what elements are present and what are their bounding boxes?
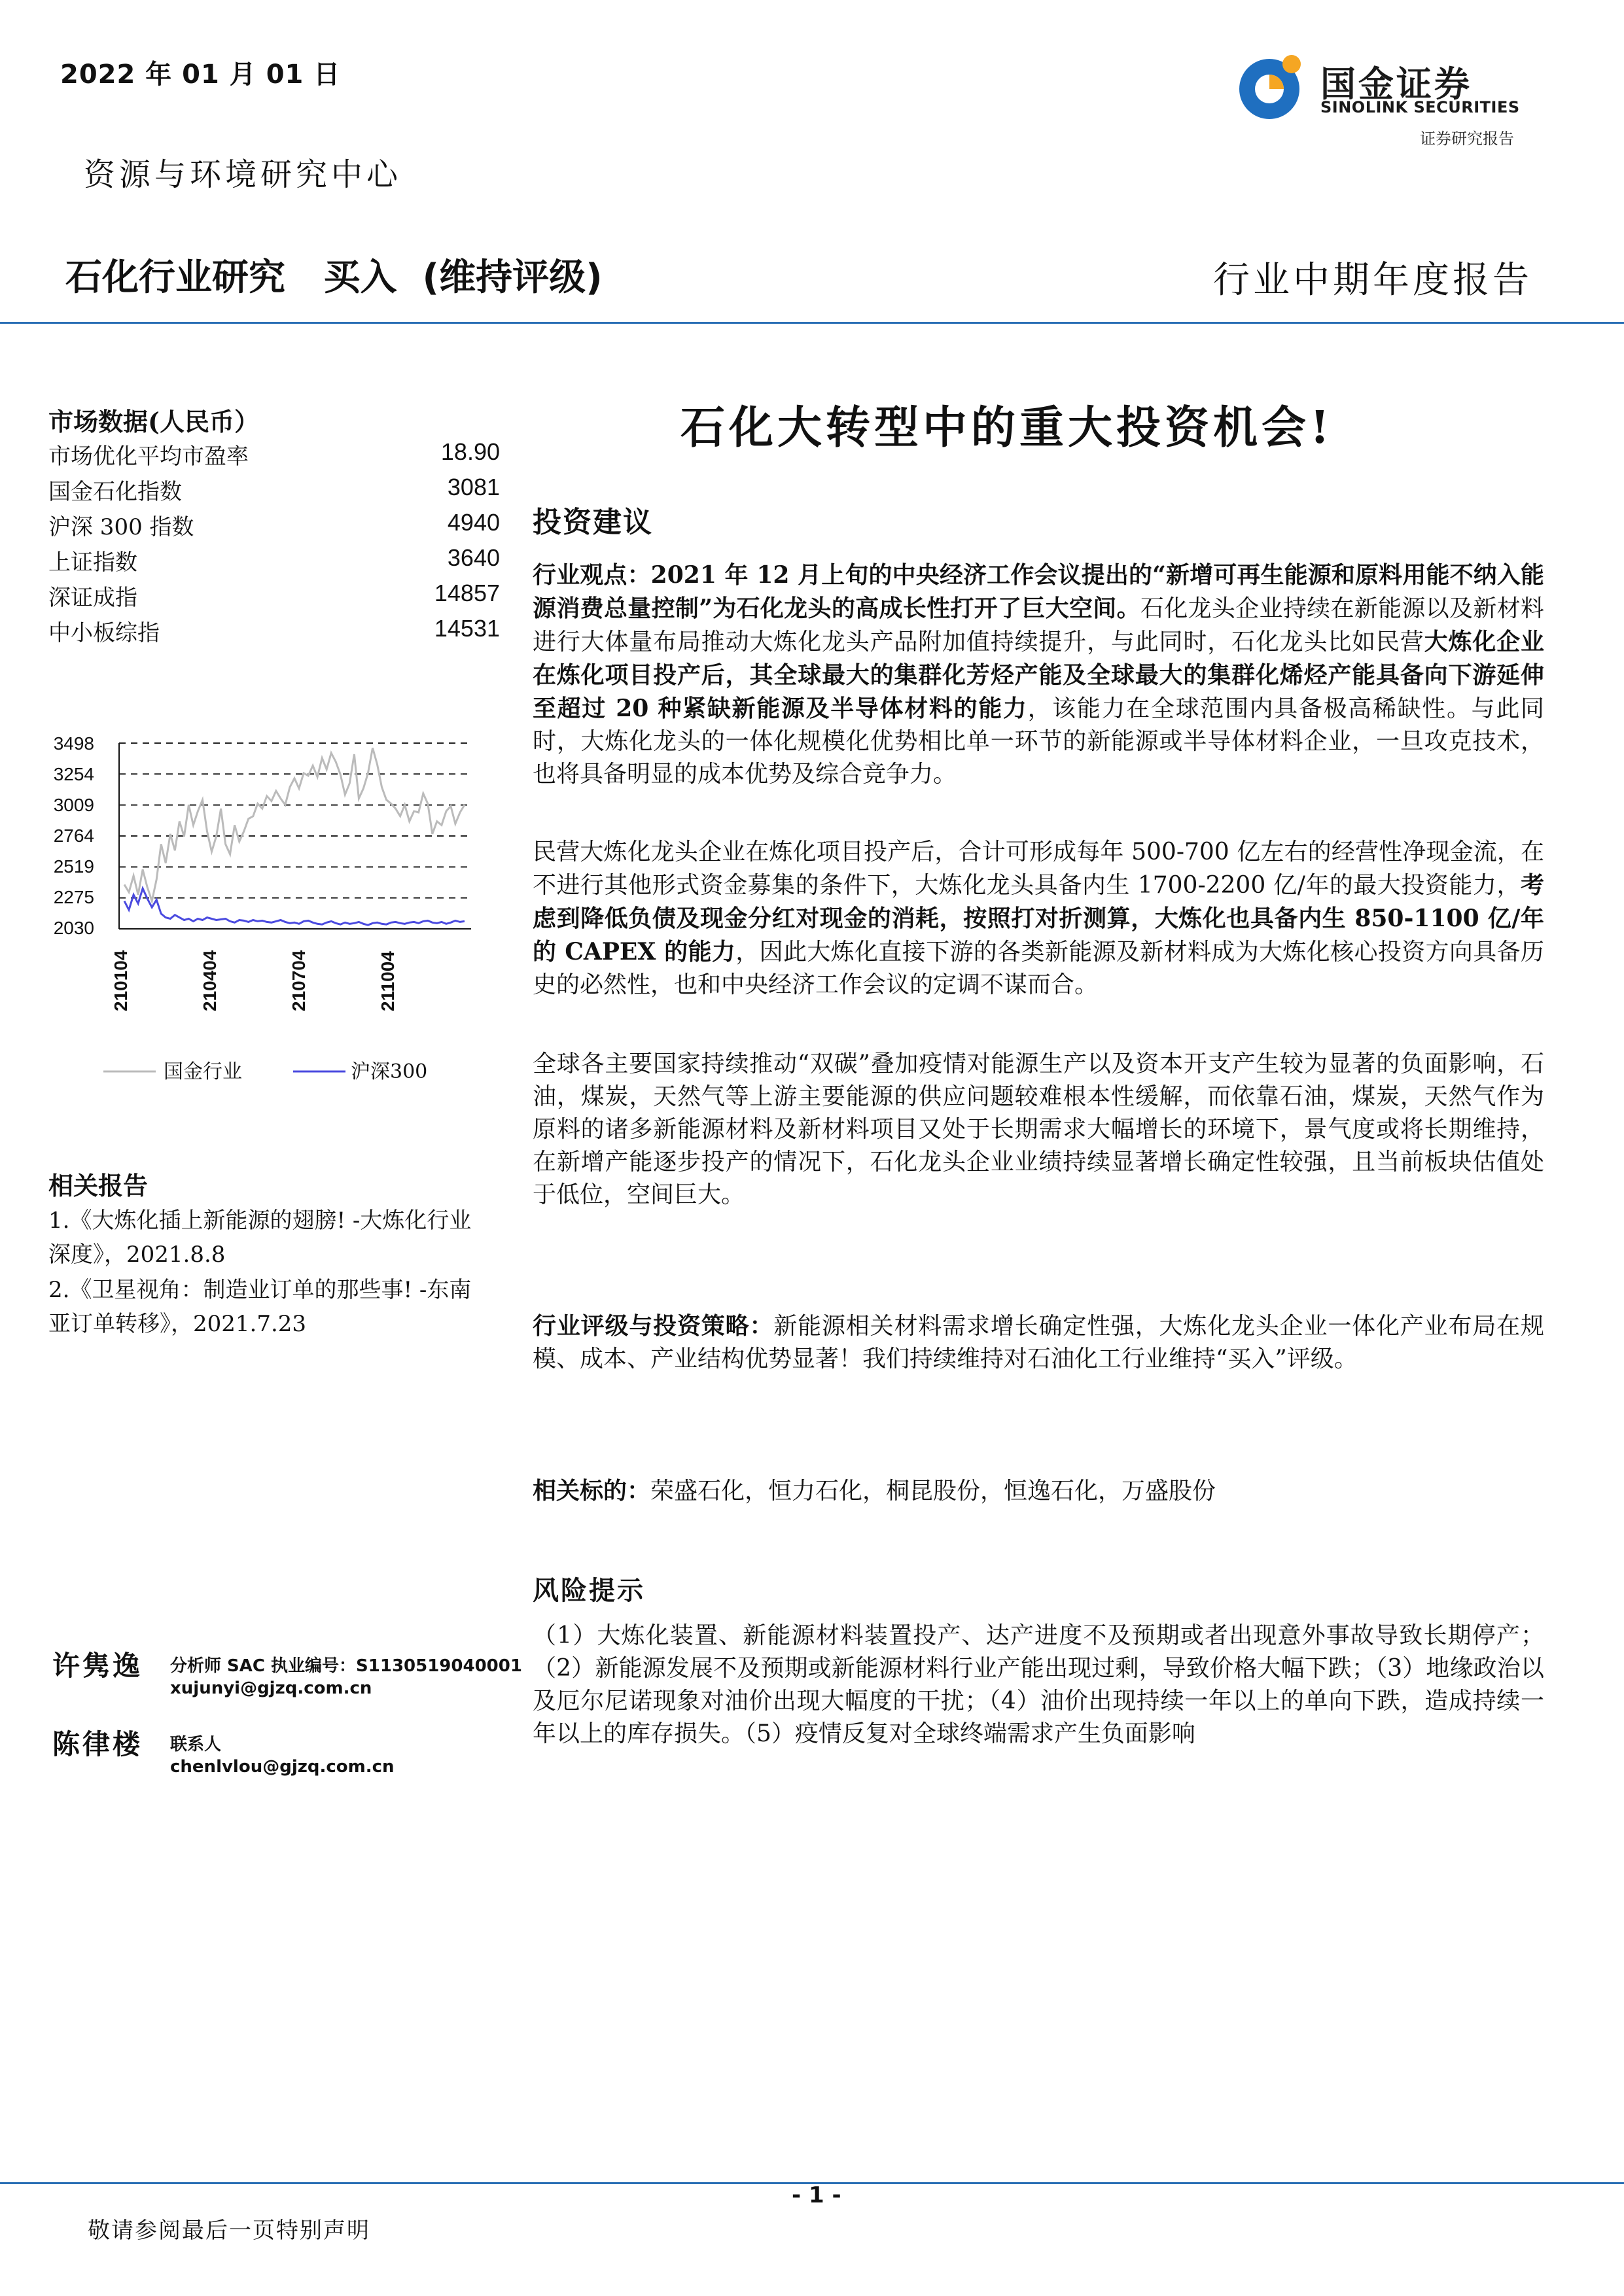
report-date: 2022 年 01 月 01 日 xyxy=(60,60,341,90)
related-reports-title: 相关报告 xyxy=(48,1171,149,1200)
y-tick-label: 2764 xyxy=(53,826,94,846)
y-tick-label: 3009 xyxy=(53,795,94,815)
rating: 买入 xyxy=(323,256,397,299)
market-data-row: 中小板综指 14531 xyxy=(48,615,500,646)
report-category: 证券研究报告 xyxy=(1420,130,1514,148)
page-number: - 1 - xyxy=(792,2182,841,2208)
analyst-role: 分析师 SAC 执业编号：S1130519040001 xyxy=(170,1656,522,1676)
analyst-info xyxy=(170,1655,522,1699)
paragraph-global-context: 全球各主要国家持续推动“双碳”叠加疫情对能源生产以及资本开支产生较为显著的负面影响，石油，煤炭，天然气等上游主要能源的供应问题较难根本性缓解，而依靠石油，煤炭，天然气作为原料的诸多新能源材料及新材料项目又处于长期需求大幅增长的环境下，景气度或将长期维持，在新增产能逐步投产的情况下，石化龙头企业业绩持续显著增长确定性较强，且当前板块估值处于低位，空间巨大。 xyxy=(533,1051,1544,1208)
paragraph-rating-strategy: 行业评级与投资策略：新能源相关材料需求增长确定性强，大炼化龙头企业一体化产业布局在规模、成本、产业结构优势显著！我们持续维持对石油化工行业维持“买入”评级。 xyxy=(533,1312,1544,1372)
paragraph-risk: （1）大炼化装置、新能源材料装置投产、达产进度不及预期或者出现意外事故导致长期停产；（2）新能源发展不及预期或新能源材料行业产能出现过剩，导致价格大幅下跌；（3）地缘政治以及厄尔尼诺现象对油价出现大幅度的干扰；（4）油价出现持续一年以上的单向下跌，造成持续一年以上的库存损失。（5）疫情反复对全球终端需求产生负面影响 xyxy=(533,1622,1544,1747)
contact-role: 联系人 xyxy=(170,1735,222,1754)
rating-note: (维持评级) xyxy=(422,256,603,299)
related-report-item[interactable]: 1.《大炼化插上新能源的翅膀! -大炼化行业 深度》，2021.8.8 xyxy=(48,1208,472,1268)
related-report-item[interactable]: 2.《卫星视角：制造业订单的那些事! -东南 亚订单转移》，2021.7.23 xyxy=(48,1277,472,1337)
logo-english-name: SINOLINK SECURITIES xyxy=(1320,98,1520,116)
research-center: 资源与环境研究中心 xyxy=(84,156,402,193)
market-data-row: 沪深 300 指数 4940 xyxy=(48,509,500,540)
x-tick-label: 210404 xyxy=(200,950,220,1011)
legend-label: 国金行业 xyxy=(164,1060,242,1083)
y-tick-label: 3254 xyxy=(53,764,94,784)
y-axis-labels xyxy=(54,733,94,938)
legend-label: 沪深300 xyxy=(351,1060,428,1083)
company-logo xyxy=(1235,51,1543,124)
market-data-row: 上证指数 3640 xyxy=(48,544,500,576)
contact-info xyxy=(170,1733,395,1778)
y-tick-label: 2519 xyxy=(53,856,94,877)
paragraph-related-targets: 相关标的：荣盛石化，恒力石化，桐昆股份，恒逸石化，万盛股份 xyxy=(533,1477,1216,1505)
market-data-row: 市场优化平均市盈率 18.90 xyxy=(48,438,500,470)
investment-advice-title: 投资建议 xyxy=(533,506,653,539)
logo-name: 国金证券 xyxy=(1320,63,1472,105)
report-title: 石化大转型中的重大投资机会! xyxy=(680,402,1333,454)
paragraph-industry-view: 行业观点：2021 年 12 月上旬的中央经济工作会议提出的“新增可再生能源和原料用能不纳入能源消费总量控制”为石化龙头的高成长性打开了巨大空间。石化龙头企业持续在新能源以及新材料进行大体量布局推动大炼化龙头产品附加值持续提升，与此同时，石化龙头比如民营大炼化企业在炼化项目投产后，其全球最大的集群化芳烃产能及全球最大的集群化烯烃产能具备向下游延伸至超过 20 种紧缺新能源及半导体材料的能力，该能力在全球范围内具备极高稀缺性。与此同时，大炼化龙头的一体化规模化优势相比单一环节的新能源或半导体材料企业，一旦攻克技术，也将具备明显的成本优势及综合竞争力。 xyxy=(533,561,1544,788)
y-tick-label: 2030 xyxy=(53,918,94,938)
paragraph-cashflow: 民营大炼化龙头企业在炼化项目投产后，合计可形成每年 500-700 亿左右的经营性净现金流，在不进行其他形式资金募集的条件下，大炼化龙头具备内生 1700-2200 亿/年的最大投资能力，考虑到降低负债及现金分红对现金的消耗，按照打对折测算，大炼化也具备内生 850-1100 亿/年的 CAPEX 的能力，因此大炼化直接下游的各类新能源及新材料成为大炼化核心投资方向具备历史的必然性，也和中央经济工作会议的定调不谋而合。 xyxy=(533,839,1544,998)
x-tick-label: 211004 xyxy=(378,951,398,1011)
market-data-title: 市场数据(人民币） xyxy=(48,407,259,436)
y-tick-label: 2275 xyxy=(53,887,94,907)
analyst-name: 许隽逸 xyxy=(52,1650,143,1682)
footer-disclaimer: 敬请参阅最后一页特别声明 xyxy=(88,2218,370,2244)
x-tick-label: 210704 xyxy=(289,950,309,1011)
report-type: 行业中期年度报告 xyxy=(1213,259,1532,302)
industry-name: 石化行业研究 xyxy=(65,256,285,299)
contact-name: 陈律楼 xyxy=(52,1728,143,1760)
x-axis-labels xyxy=(111,950,398,1011)
y-tick-label: 3498 xyxy=(53,733,94,754)
market-data-row: 国金石化指数 3081 xyxy=(48,474,500,505)
x-tick-label: 210104 xyxy=(111,950,131,1011)
market-data-row: 深证成指 14857 xyxy=(48,580,500,611)
industry-rating-line xyxy=(65,249,603,301)
analyst-email[interactable]: xujunyi@gjzq.com.cn xyxy=(170,1679,372,1698)
header-divider xyxy=(0,322,1624,324)
series-line-guojin-industry xyxy=(124,748,465,901)
chart-legend xyxy=(103,1060,427,1083)
contact-email[interactable]: chenlvlou@gjzq.com.cn xyxy=(170,1757,395,1777)
series-line-csi300 xyxy=(124,888,465,925)
index-line-chart xyxy=(39,720,510,1112)
chart-grid xyxy=(119,743,471,898)
logo-mark-icon xyxy=(1235,51,1307,123)
risk-title: 风险提示 xyxy=(533,1575,645,1606)
